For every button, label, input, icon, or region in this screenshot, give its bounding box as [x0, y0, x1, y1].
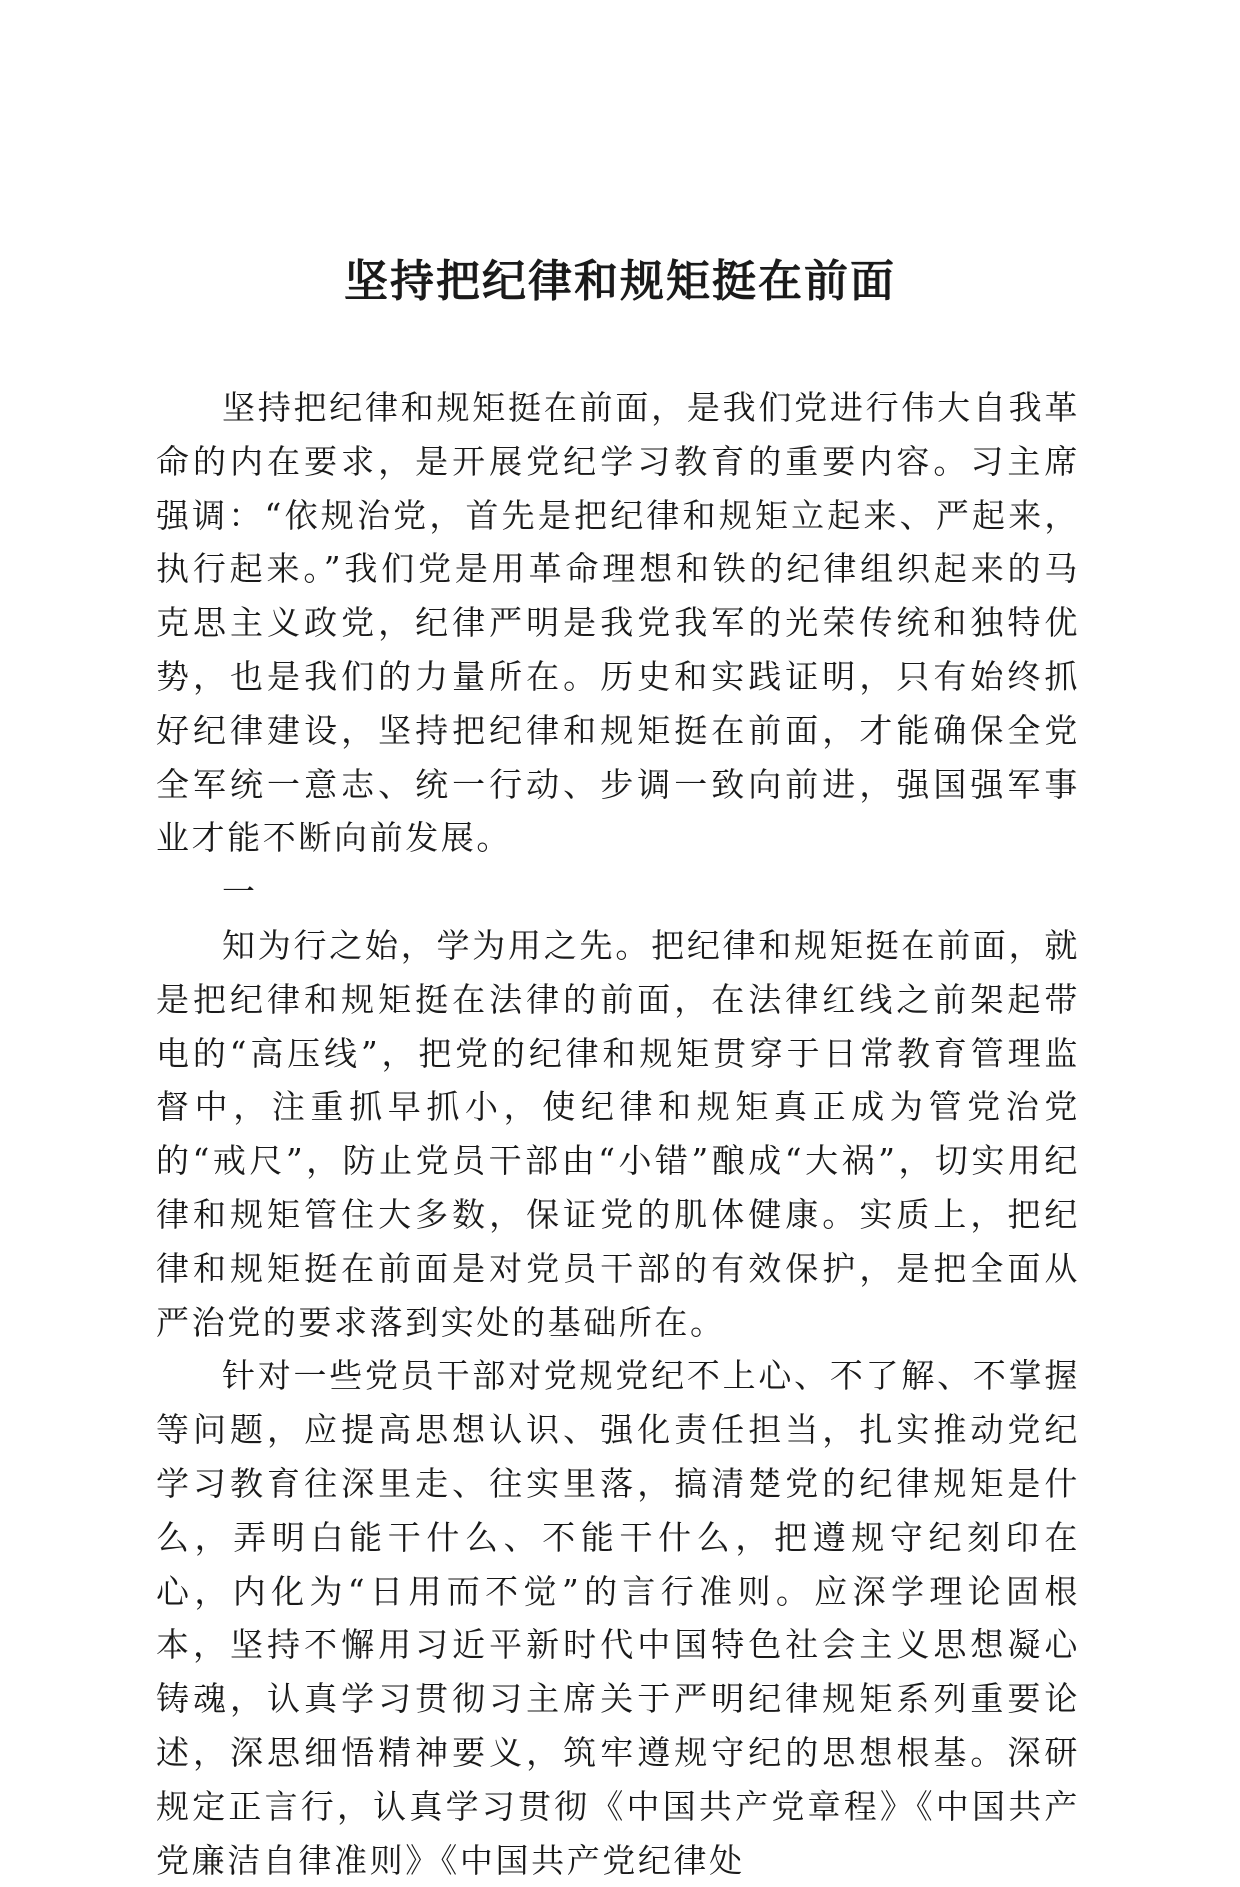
document-title: 坚持把纪律和规矩挺在前面 [344, 256, 896, 307]
paragraph-section-one: 知为行之始，学为用之先。把纪律和规矩挺在前面，就是把纪律和规矩挺在法律的前面，在法律红线之前架起带电的“高压线”，把党的纪律和规矩贯穿于日常教育管理监督中，注重抓早抓小，使纪律和规矩真正成为管党治党的“戒尺”，防止党员干部由“小错”酿成“大祸”，切实用纪律和规矩管住大多数，保证党的肌体健康。实质上，把纪律和规矩挺在前面是对党员干部的有效保护，是把全面从严治党的要求落到实处的基础所在。 [156, 925, 1080, 1342]
section-heading-one: 一 [222, 872, 258, 912]
paragraph-intro: 坚持把纪律和规矩挺在前面，是我们党进行伟大自我革命的内在要求，是开展党纪学习教育的重要内容。习主席强调：“依规治党，首先是把纪律和规矩立起来、严起来，执行起来。”我们党是用革命理想和铁的纪律组织起来的马克思主义政党，纪律严明是我党我军的光荣传统和独特优势，也是我们的力量所在。历史和实践证明，只有始终抓好纪律建设，坚持把纪律和规矩挺在前面，才能确保全党全军统一意志、统一行动、步调一致向前进，强国强军事业才能不断向前发展。 [156, 388, 1080, 858]
document-body [156, 381, 1080, 1887]
paragraph-section-one-continued: 针对一些党员干部对党规党纪不上心、不了解、不掌握等问题，应提高思想认识、强化责任担当，扎实推动党纪学习教育往深里走、往实里落，搞清楚党的纪律规矩是什么，弄明白能干什么、不能干什么，把遵规守纪刻印在心，内化为“日用而不觉”的言行准则。应深学理论固根本，坚持不懈用习近平新时代中国特色社会主义思想凝心铸魂，认真学习贯彻习主席关于严明纪律规矩系列重要论述，深思细悟精神要义，筑牢遵规守纪的思想根基。深研规定正言行，认真学习贯彻《中国共产党章程》《中国共产党廉洁自律准则》《中国共产党纪律处 [156, 1356, 1080, 1880]
